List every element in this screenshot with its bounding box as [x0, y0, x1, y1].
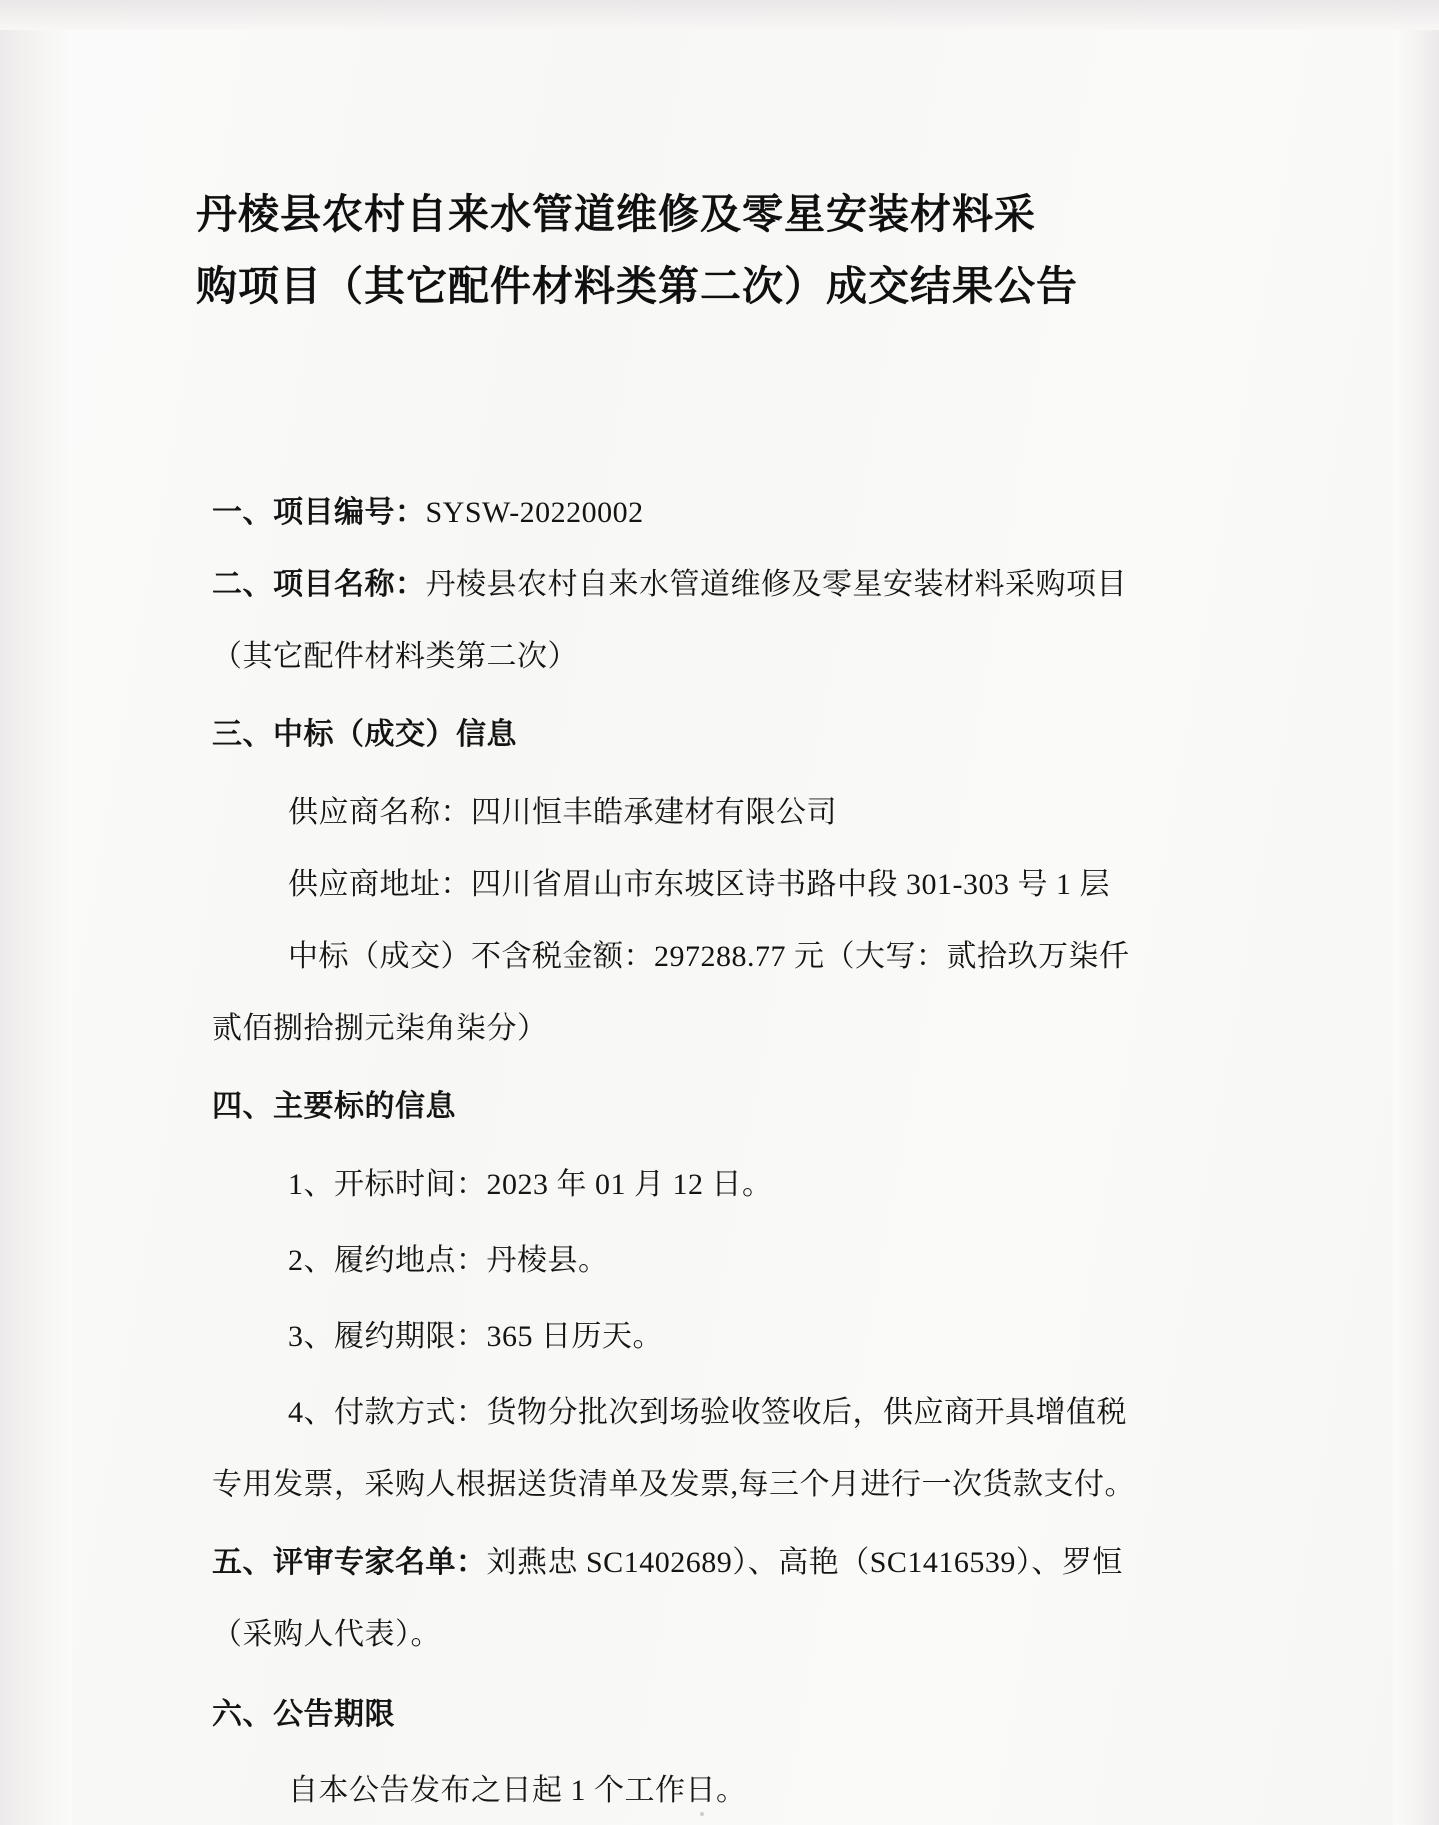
main-subject-item-3	[288, 1314, 1278, 1360]
section-project-number-value: SYSW-20220002	[425, 496, 644, 529]
section-project-name-value-line-2: （其它配件材料类第二次）	[212, 640, 578, 673]
award-amount-line-2-row	[212, 1006, 1282, 1052]
supplier-address-label: 供应商地址：	[288, 868, 471, 901]
main-subject-item-1-text: 1、开标时间：2023 年 01 月 12 日。	[288, 1168, 773, 1201]
section-project-name-value-line-1: 丹棱县农村自来水管道维修及零星安装材料采购项目	[425, 568, 1127, 601]
section-announcement-period-value-row	[288, 1768, 1278, 1814]
section-announcement-period-value: 自本公告发布之日起 1 个工作日。	[288, 1774, 747, 1807]
main-subject-item-2-text: 2、履约地点：丹棱县。	[288, 1244, 609, 1277]
supplier-name-row	[288, 790, 1278, 836]
section-award-info-heading	[212, 712, 1272, 758]
award-amount-line-1-row	[288, 934, 1278, 980]
main-subject-item-4-line-1-text: 4、付款方式：货物分批次到场验收签收后，供应商开具增值税	[288, 1396, 1127, 1429]
section-experts-value-line-2-row	[212, 1612, 1282, 1658]
section-main-subject-label: 四、主要标的信息	[212, 1089, 456, 1124]
main-subject-item-3-text: 3、履约期限：365 日历天。	[288, 1320, 663, 1353]
supplier-address-row	[288, 862, 1278, 908]
supplier-address-value: 四川省眉山市东坡区诗书路中段 301-303 号 1 层	[471, 868, 1110, 901]
section-announcement-period-heading	[212, 1692, 1272, 1738]
page-title-block	[196, 178, 1246, 322]
main-subject-item-4-line-2	[212, 1462, 1282, 1508]
main-subject-item-2	[288, 1238, 1278, 1284]
section-experts-value-line-2: （采购人代表）。	[212, 1618, 441, 1651]
section-experts-label: 五、评审专家名单：	[212, 1545, 487, 1580]
section-project-name	[212, 562, 1272, 608]
scan-artifact-dot	[700, 1812, 704, 1816]
main-subject-item-1	[288, 1162, 1278, 1208]
section-experts	[212, 1540, 1272, 1586]
title-line-2: 购项目（其它配件材料类第二次）成交结果公告	[196, 262, 1078, 310]
supplier-name-label: 供应商名称：	[288, 796, 471, 829]
section-project-number-label: 一、项目编号：	[212, 495, 426, 530]
section-award-info-label: 三、中标（成交）信息	[212, 717, 517, 752]
section-project-name-label: 二、项目名称：	[212, 567, 426, 602]
main-subject-item-4-line-2-text: 专用发票，采购人根据送货清单及发票,每三个月进行一次货款支付。	[212, 1468, 1135, 1501]
supplier-name-value: 四川恒丰皓承建材有限公司	[471, 796, 837, 829]
section-project-name-value-line-2-wrap	[212, 634, 1282, 680]
section-main-subject-heading	[212, 1084, 1272, 1130]
main-subject-item-4-line-1	[288, 1390, 1278, 1436]
title-line-1: 丹棱县农村自来水管道维修及零星安装材料采	[196, 190, 1036, 238]
award-amount-line-1: 中标（成交）不含税金额：297288.77 元（大写：贰拾玖万柒仟	[288, 940, 1130, 973]
section-project-number	[212, 490, 1272, 536]
award-amount-line-2: 贰佰捌拾捌元柒角柒分）	[212, 1012, 548, 1045]
section-announcement-period-label: 六、公告期限	[212, 1697, 395, 1732]
section-experts-value-line-1: 刘燕忠 SC1402689）、高艳（SC1416539）、罗恒	[486, 1546, 1123, 1579]
